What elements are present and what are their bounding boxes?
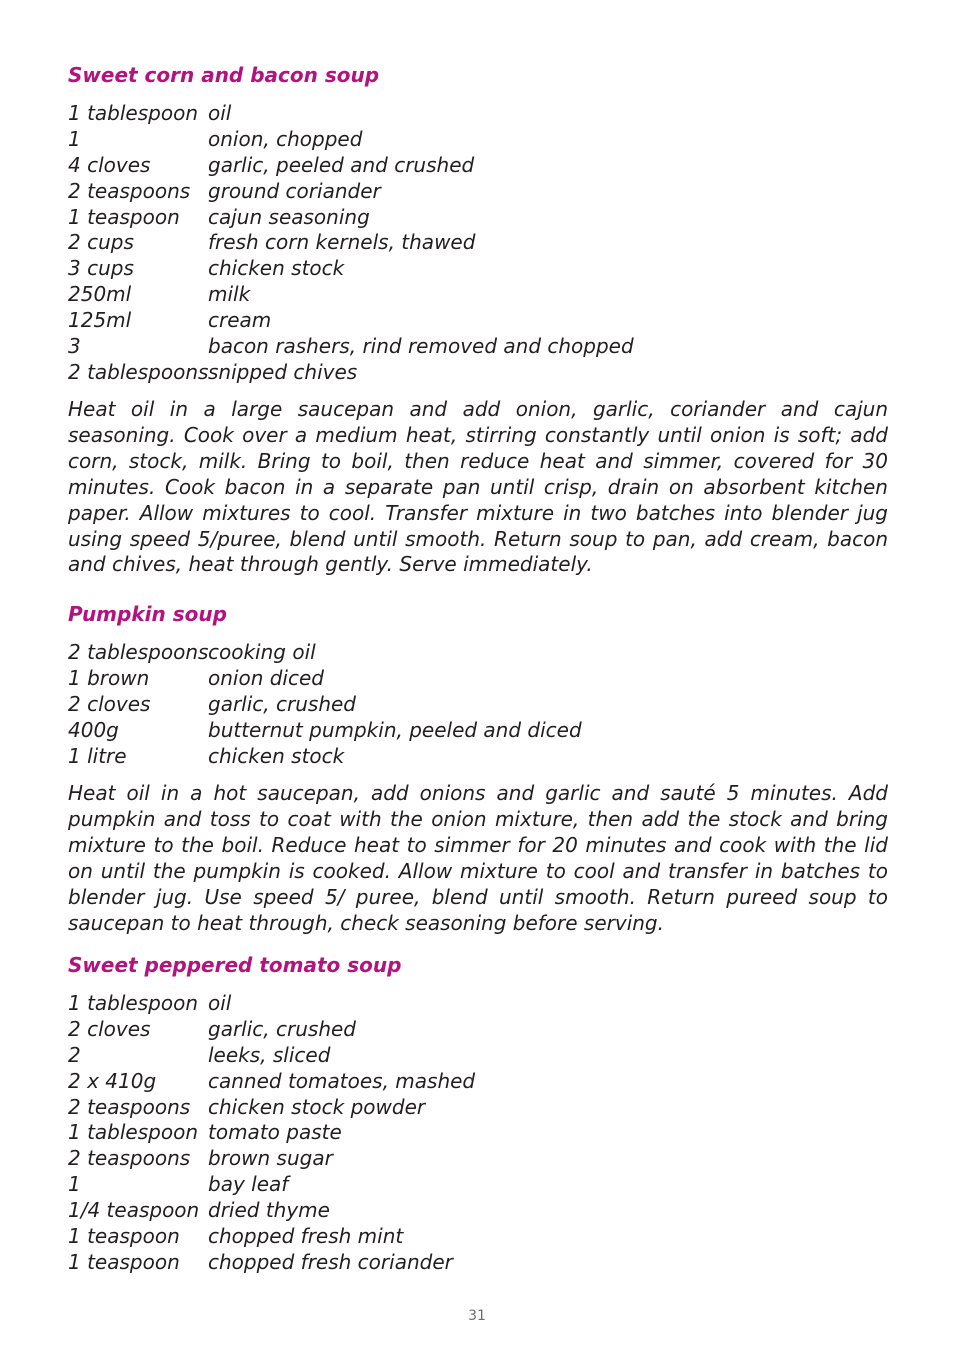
ingredient-name: oil xyxy=(208,101,232,125)
ingredient-row xyxy=(68,1095,888,1121)
ingredient-row xyxy=(68,127,888,153)
ingredient-row xyxy=(68,230,888,256)
ingredient-name: onion diced xyxy=(208,665,324,690)
ingredient-row xyxy=(68,1017,888,1043)
ingredient-row xyxy=(68,991,888,1017)
ingredient-name: milk xyxy=(208,282,251,307)
ingredient-name: chopped fresh coriander xyxy=(208,1249,453,1274)
ingredient-row xyxy=(68,282,888,308)
ingredient-row xyxy=(68,1198,888,1224)
ingredient-row xyxy=(68,744,888,770)
ingredient-row xyxy=(68,718,888,744)
ingredient-row xyxy=(68,666,888,692)
ingredient-quantity: 3 cups xyxy=(68,256,134,281)
ingredient-name: garlic, peeled and crushed xyxy=(208,152,475,177)
ingredient-name: garlic, crushed xyxy=(208,691,356,716)
ingredient-quantity: 1 xyxy=(68,126,81,151)
page-number: 31 xyxy=(468,1308,486,1324)
ingredient-row xyxy=(68,1172,888,1198)
ingredient-row xyxy=(68,640,888,666)
ingredient-name: cream xyxy=(208,308,272,333)
ingredient-name: onion, chopped xyxy=(208,126,363,151)
ingredient-quantity: 1 teaspoon xyxy=(68,1224,180,1249)
ingredient-quantity: 1 teaspoon xyxy=(68,204,180,229)
ingredient-quantity: 1/4 teaspoon xyxy=(68,1198,200,1223)
ingredient-row xyxy=(68,1250,888,1276)
ingredient-name: cooking oil xyxy=(208,640,316,664)
ingredient-row xyxy=(68,1120,888,1146)
recipe-title: Sweet peppered tomato soup xyxy=(68,953,402,977)
ingredient-quantity: 250ml xyxy=(68,282,132,307)
ingredient-quantity: 2 tablespoons xyxy=(68,640,209,664)
ingredient-row xyxy=(68,1043,888,1069)
ingredient-name: bay leaf xyxy=(208,1172,289,1197)
ingredient-name: canned tomatoes, mashed xyxy=(208,1068,476,1093)
ingredient-quantity: 3 xyxy=(68,334,81,359)
ingredient-name: ground coriander xyxy=(208,178,381,203)
ingredient-row xyxy=(68,334,888,360)
ingredient-name: leeks, sliced xyxy=(208,1042,331,1067)
ingredient-row xyxy=(68,205,888,231)
ingredient-name: cajun seasoning xyxy=(208,204,370,229)
ingredient-name: chicken stock xyxy=(208,743,345,768)
ingredient-row xyxy=(68,1146,888,1172)
ingredient-name: garlic, crushed xyxy=(208,1016,356,1041)
ingredient-quantity: 2 cloves xyxy=(68,691,151,716)
ingredient-quantity: 1 tablespoon xyxy=(68,1120,198,1145)
ingredient-quantity: 4 cloves xyxy=(68,152,151,177)
ingredient-quantity: 1 brown xyxy=(68,665,150,690)
method-paragraph: Heat oil in a large saucepan and add onion, garlic, coriander and cajun seasoning. Cook over a medium heat, stirring constantly until onion is soft; add corn, stock, milk. Bring to boil, then reduce heat and simmer, covered for 30 minutes. Cook bacon in a separate pan until crisp, drain on absorbent kitchen paper. Allow mixtures to cool. Transfer mixture in two batches into blender jug using speed 5/puree, blend until smooth. Return soup to pan, add cream, bacon and chives, heat through gently. Serve immediately. xyxy=(68,397,888,577)
ingredient-quantity: 2 x 410g xyxy=(68,1068,157,1093)
ingredient-quantity: 2 teaspoons xyxy=(68,1094,191,1119)
ingredient-row xyxy=(68,153,888,179)
ingredient-name: bacon rashers, rind removed and chopped xyxy=(208,334,634,359)
ingredient-name: fresh corn kernels, thawed xyxy=(208,230,476,255)
ingredient-row xyxy=(68,1069,888,1095)
ingredient-row xyxy=(68,360,888,386)
ingredient-name: butternut pumpkin, peeled and diced xyxy=(208,717,582,742)
ingredient-name: oil xyxy=(208,991,232,1015)
method-paragraph: Heat oil in a hot saucepan, add onions and garlic and sauté 5 minutes. Add pumpkin and toss to coat with the onion mixture, then add the stock and bring mixture to the boil. Reduce heat to simmer for 20 minutes and cook with the lid on until the pumpkin is cooked. Allow mixture to cool and transfer in batches to blender jug. Use speed 5/ puree, blend until smooth. Return pureed soup to saucepan to heat through, check seasoning before serving. xyxy=(68,781,888,935)
ingredient-quantity: 125ml xyxy=(68,308,132,333)
ingredient-name: dried thyme xyxy=(208,1198,330,1223)
ingredient-quantity: 1 teaspoon xyxy=(68,1249,180,1274)
ingredient-quantity: 400g xyxy=(68,717,119,742)
ingredient-row xyxy=(68,256,888,282)
ingredient-name: tomato paste xyxy=(208,1120,342,1145)
ingredient-name: chopped fresh mint xyxy=(208,1224,404,1249)
ingredient-quantity: 2 cups xyxy=(68,230,134,255)
ingredient-quantity: 2 xyxy=(68,1042,81,1067)
ingredient-quantity: 1 xyxy=(68,1172,81,1197)
ingredient-list xyxy=(68,991,888,1276)
recipe-title: Pumpkin soup xyxy=(68,602,227,626)
ingredient-name: snipped chives xyxy=(208,359,358,384)
ingredient-quantity: 1 tablespoon xyxy=(68,101,198,125)
ingredient-quantity: 2 teaspoons xyxy=(68,178,191,203)
ingredient-quantity: 1 litre xyxy=(68,743,127,768)
ingredient-row xyxy=(68,179,888,205)
ingredient-list xyxy=(68,101,888,386)
ingredient-row xyxy=(68,101,888,127)
ingredient-list xyxy=(68,640,888,769)
ingredient-quantity: 2 teaspoons xyxy=(68,1146,191,1171)
ingredient-row xyxy=(68,692,888,718)
ingredient-name: chicken stock powder xyxy=(208,1094,426,1119)
ingredient-quantity: 2 cloves xyxy=(68,1016,151,1041)
ingredient-quantity: 1 tablespoon xyxy=(68,991,198,1015)
ingredient-row xyxy=(68,308,888,334)
recipe-title: Sweet corn and bacon soup xyxy=(68,63,380,87)
ingredient-row xyxy=(68,1224,888,1250)
ingredient-quantity: 2 tablespoons xyxy=(68,359,209,384)
ingredient-name: chicken stock xyxy=(208,256,345,281)
ingredient-name: brown sugar xyxy=(208,1146,333,1171)
